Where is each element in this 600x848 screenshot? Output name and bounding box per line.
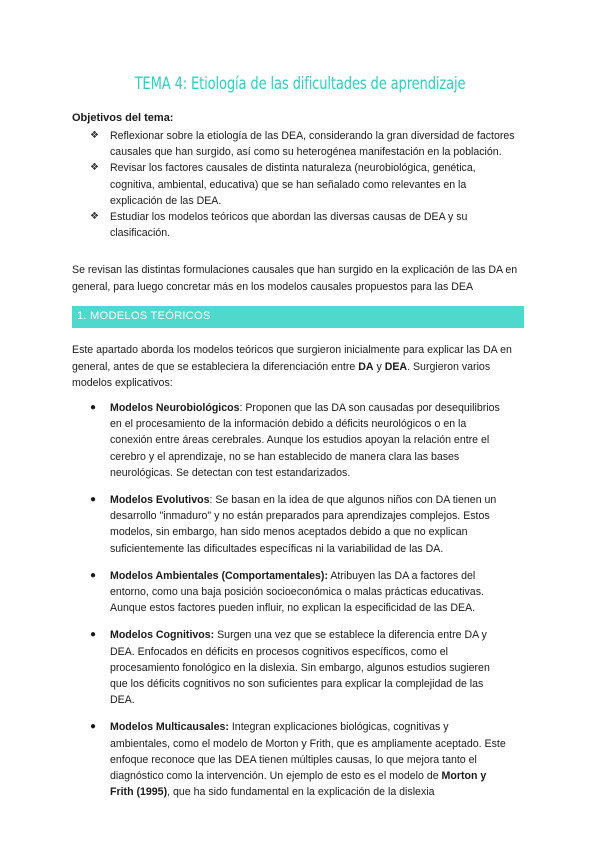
objective-item bbox=[90, 128, 520, 160]
objective-item bbox=[90, 160, 520, 209]
model-item bbox=[90, 568, 510, 617]
section-intro-paragraph bbox=[72, 342, 532, 392]
model-name: Modelos Neurobiológicos bbox=[110, 402, 240, 414]
bold-dea: DEA bbox=[384, 360, 408, 373]
section-title: 1. MODELOS TEÓRICOS bbox=[77, 310, 211, 322]
model-name: Modelos Cognitivos: bbox=[110, 629, 215, 642]
model-item bbox=[90, 627, 510, 708]
bullet-icon: ● bbox=[90, 402, 97, 413]
objective-item bbox=[90, 209, 520, 241]
bullet-icon: ● bbox=[90, 721, 97, 733]
section-intro-end: . Surgieron varios modelos explicativos: bbox=[72, 360, 491, 389]
diamond-bullet-icon: ❖ bbox=[90, 162, 99, 174]
model-description: Surgen una vez que se establece la diferencia entre DA y DEA. Enfocados en déficits en procesos cognitivos específicos, como el procesamiento fonológico en la dislexia. Sin embargo, algunos estudios sugieren que los déficits cognitivos no son suficientes para explicar la complejidad de las DEA. bbox=[110, 629, 490, 707]
model-description: : Proponen que las DA son causadas por desequilibrios en el procesamiento de la información debido a déficits neurológicos o en la conexión entre áreas cerebrales. Aunque los estudios apoyan la relación entre el cerebro y el aprendizaje, no se han establecido de manera clara las bases neurológicas. Se detectan con test estandarizados. bbox=[110, 402, 500, 479]
objective-text: Estudiar los modelos teóricos que abordan las diversas causas de DEA y su clasificación. bbox=[110, 211, 468, 240]
objectives-list bbox=[90, 128, 520, 241]
model-description: : Se basan en la idea de que algunos niños con DA tienen un desarrollo "inmaduro" y no están preparados para aprendizajes complejos. Estos modelos, sin embargo, han sido menos aceptados debido a que no explican suficientemente las dificultades específicas ni la variabilidad de las DA. bbox=[110, 494, 497, 555]
model-item bbox=[90, 719, 510, 800]
intro-paragraph: Se revisan las distintas formulaciones causales que han surgido en la explicación de las DA en general, para luego concretar más en los modelos causales propuestos para las DEA bbox=[72, 264, 518, 293]
section-intro-text: Este apartado aborda los modelos teóricos que surgieron inicialmente para explicar las DA en general, antes de que se estableciera la diferenciación entre bbox=[72, 344, 512, 373]
model-description: Atribuyen las DA a factores del entorno, como una baja posición socioeconómica o malas prácticas educativas. Aunque estos factores pueden influir, no explican la especificidad de las DEA. bbox=[110, 569, 484, 615]
objective-text: Reflexionar sobre la etiología de las DEA, considerando la gran diversidad de factores causales que han surgido, así como su heterogénea manifestación en la población. bbox=[110, 130, 515, 159]
bold-da: DA bbox=[358, 360, 374, 373]
objectives-heading: Objetivos del tema: bbox=[72, 112, 174, 124]
diamond-bullet-icon: ❖ bbox=[90, 211, 99, 223]
model-item bbox=[90, 492, 510, 557]
model-reference: Morton y Frith (1995) bbox=[110, 770, 487, 799]
model-description-tail: , que ha sido fundamental en la explicación de la dislexia bbox=[167, 786, 435, 799]
diamond-bullet-icon: ❖ bbox=[90, 130, 99, 141]
section-intro-and: y bbox=[373, 360, 385, 373]
page-title: TEMA 4: Etiología de las dificultades de aprendizaje bbox=[134, 74, 466, 94]
model-name: Modelos Ambientales (Comportamentales): bbox=[110, 569, 328, 582]
bullet-icon: ● bbox=[90, 494, 97, 506]
objective-text: Revisar los factores causales de distinta naturaleza (neurobiológica, genética, cognitiva, ambiental, educativa) que se han señalado como relevantes en la explicación de las DEA. bbox=[110, 162, 476, 207]
model-name: Modelos Evolutivos bbox=[110, 494, 210, 507]
models-list bbox=[90, 400, 510, 811]
model-item bbox=[90, 400, 510, 481]
bullet-icon: ● bbox=[90, 569, 97, 581]
bullet-icon: ● bbox=[90, 629, 97, 641]
model-description: Integran explicaciones biológicas, cognitivas y ambientales, como el modelo de Morton y Frith, que es ampliamente aceptado. Este enfoque reconoce que las DEA tienen múltiples causas, lo que mejora tanto el diagnóstico como la intervención. Un ejemplo de esto es el modelo de bbox=[110, 721, 506, 783]
section-header bbox=[72, 306, 524, 328]
model-name: Modelos Multicausales: bbox=[110, 721, 229, 734]
